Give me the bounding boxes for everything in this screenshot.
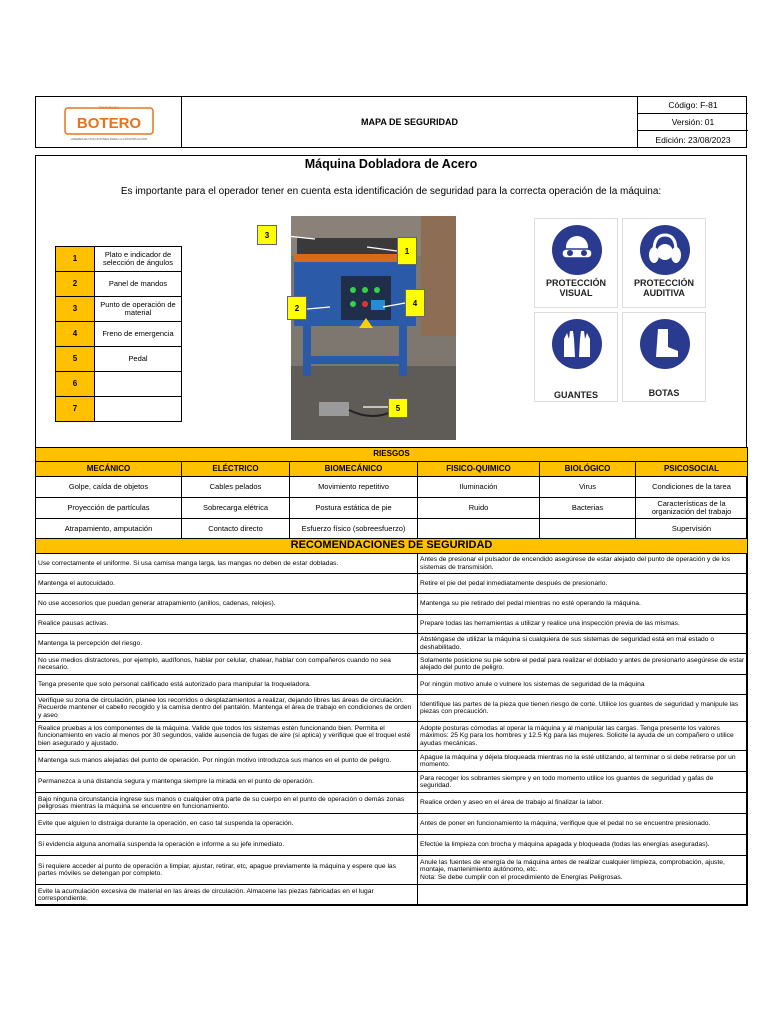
boots-icon <box>640 319 690 369</box>
callout-arrows <box>255 215 425 425</box>
recommendation-cell: Verifique su zona de circulación, planee los recorridos o desplazamientos a realizar, dejando libres las áreas de circulación. Recuerde mantener el cabello recogido y la camisa dentro del pantalón. Mantenga el área de trabajo en condiciones de orden y aseo <box>36 695 418 722</box>
part-row <box>56 247 182 272</box>
part-number: 3 <box>56 297 95 322</box>
gloves-icon <box>552 319 602 369</box>
risk-cell: Atrapamiento, amputación <box>36 519 182 540</box>
recommendation-cell: Mantenga el autocuidado. <box>36 574 418 594</box>
recommendation-cell: Evite que alguien lo distraiga durante la operación, en caso tal suspenda la operación. <box>36 814 418 835</box>
callout-5: 5 <box>388 398 408 418</box>
document-edition: Edición: 23/08/2023 <box>655 134 731 145</box>
recommendation-cell: No use medios distractores, por ejemplo, audífonos, hablar por celular, chatear, hablar con compañeros cuando no sea necesario. <box>36 654 418 675</box>
document-version: Versión: 01 <box>638 114 748 131</box>
risk-category-header: ELÉCTRICO <box>182 462 290 477</box>
document-code: Código: F-81 <box>638 97 748 114</box>
recommendation-row <box>36 695 748 722</box>
recommendation-row <box>36 615 748 634</box>
recommendation-cell: Realice pruebas a los componentes de la máquina. Valide que todos los sistemas estén funcionando bien. Permita el funcionamiento en vacío al menos por 30 segundos, valide ausencia de fugas de aire (si aplica) y verifique que el troquel esté bien asegurado y ajustado. <box>36 722 418 751</box>
svg-text:LIDERES EN SOLUCIONES PARA LA: LIDERES EN SOLUCIONES PARA LA CONSTRUCCION <box>70 137 147 141</box>
recommendation-cell: Realice pausas activas. <box>36 615 418 634</box>
sign-guantes: GUANTES <box>534 312 618 402</box>
risk-row <box>36 519 748 540</box>
recommendation-cell: Efectúe la limpieza con brocha y máquina apagada y bloqueada (todas las energías aseguradas). <box>418 835 748 856</box>
recommendations-title: RECOMENDACIONES DE SEGURIDAD <box>36 539 748 554</box>
recommendation-row <box>36 574 748 594</box>
risk-cell: Ruido <box>418 498 540 519</box>
recommendation-cell: Evite la acumulación excesiva de material en las áreas de circulación. Almacene las piezas fabricadas en el lugar correspondiente. <box>36 885 418 906</box>
risk-cell: Movimiento repetitivo <box>290 477 418 498</box>
risk-category-header: BIOLÓGICO <box>540 462 636 477</box>
recommendation-cell: Mantenga su pie retirado del pedal mientras no esté operando la máquina. <box>418 594 748 615</box>
recommendation-row <box>36 675 748 695</box>
parts-table <box>55 246 182 422</box>
part-label <box>95 397 182 422</box>
recommendation-cell: Apague la máquina y déjela bloqueada mientras no la esté utilizando, al terminar o si debe retirarse por un momento. <box>418 751 748 772</box>
recommendation-cell: Antes de poner en funcionamiento la máquina, verifique que el pedal no se encuentre presionado. <box>418 814 748 835</box>
recommendation-cell: Identifique las partes de la pieza que tienen riesgo de corte. Utilice los guantes de seguridad y manipule las piezas con precaución. <box>418 695 748 722</box>
svg-text:BOTERO: BOTERO <box>76 115 141 132</box>
recommendation-cell: Si requiere acceder al punto de operación a limpiar, ajustar, retirar, etc, apague previamente la máquina y espere que las partes móviles se detengan por completo. <box>36 856 418 885</box>
risk-cell: Supervisión <box>636 519 748 540</box>
recommendation-row <box>36 856 748 885</box>
recommendation-cell: Retire el pie del pedal inmediatamente después de presionarlo. <box>418 574 748 594</box>
risks-table <box>35 447 748 540</box>
risk-cell: Cables pelados <box>182 477 290 498</box>
recommendation-row <box>36 885 748 906</box>
recommendation-row <box>36 554 748 574</box>
part-number: 1 <box>56 247 95 272</box>
part-row <box>56 347 182 372</box>
risks-title: RIESGOS <box>36 448 748 462</box>
part-number: 2 <box>56 272 95 297</box>
risk-cell: Proyección de partículas <box>36 498 182 519</box>
recommendation-cell: Bajo ninguna circunstancia ingrese sus manos o cualquier otra parte de su cuerpo en el punto de operación o demás zonas peligrosas mientras la máquina se encuentre en funcionamiento. <box>36 793 418 814</box>
recommendation-row <box>36 654 748 675</box>
risk-cell: Esfuerzo físico (sobreesfuerzo) <box>290 519 418 540</box>
risk-category-header: FISICO-QUIMICO <box>418 462 540 477</box>
recommendation-cell: Adopte posturas cómodas al operar la máquina y al manipular las cargas. Tenga presente los valores máximos: 25 Kg para los hombres y 12.5 Kg para las mujeres. Solicite la ayuda de un compañero o utilice ayudas mecánicas. <box>418 722 748 751</box>
recommendation-cell: Por ningún motivo anule o vulnere los sistemas de seguridad de la máquina <box>418 675 748 695</box>
risk-cell <box>540 519 636 540</box>
recommendation-cell: Mantenga sus manos alejadas del punto de operación. Por ningún motivo introduzca sus manos en el punto de peligro. <box>36 751 418 772</box>
risk-cell: Virus <box>540 477 636 498</box>
part-label: Freno de emergencia <box>95 322 182 347</box>
risk-cell <box>418 519 540 540</box>
part-number: 5 <box>56 347 95 372</box>
goggles-icon <box>552 225 602 275</box>
recommendation-row <box>36 594 748 615</box>
part-label: Punto de operación de material <box>95 297 182 322</box>
risk-row <box>36 498 748 519</box>
risk-category-header: BIOMECÁNICO <box>290 462 418 477</box>
recommendations-table <box>35 538 748 906</box>
part-row <box>56 397 182 422</box>
callout-2: 2 <box>287 296 307 320</box>
recommendation-cell: Tenga presente que solo personal calificado está autorizado para manipular la troqueladora. <box>36 675 418 695</box>
part-number: 6 <box>56 372 95 397</box>
risk-cell: Sobrecarga elétrica <box>182 498 290 519</box>
recommendation-cell: Antes de presionar el pulsador de encendido asegúrese de estar alejado del punto de operación y de los sistemas de transmisión. <box>418 554 748 574</box>
recommendation-row <box>36 835 748 856</box>
risk-category-header: MECÁNICO <box>36 462 182 477</box>
recommendation-cell: Anule las fuentes de energía de la máquina antes de realizar cualquier limpieza, comprobación, ajuste, montaje, mantenimiento autónomo, etc. Nota: Se debe cumplir con el procedimiento de Energías Peligrosas. <box>418 856 748 885</box>
ear-protection-icon <box>640 225 690 275</box>
part-label: Pedal <box>95 347 182 372</box>
part-row <box>56 297 182 322</box>
sign-proteccion-visual: PROTECCIÓN VISUAL <box>534 218 618 308</box>
risk-cell: Golpe, caída de objetos <box>36 477 182 498</box>
risk-cell: Postura estática de pie <box>290 498 418 519</box>
botero-logo-icon <box>63 102 155 142</box>
risk-cell: Condiciones de la tarea <box>636 477 748 498</box>
document-header <box>35 96 747 148</box>
recommendation-cell: Prepare todas las herramientas a utilizar y realice una inspección previa de las mismas. <box>418 615 748 634</box>
machine-title: Máquina Dobladora de Acero <box>304 157 478 171</box>
part-row <box>56 322 182 347</box>
sign-botas: BOTAS <box>622 312 706 402</box>
part-row <box>56 272 182 297</box>
recommendation-cell: Solamente posicione su pie sobre el pedal para realizar el doblado y antes de presionarlo asegúrese de estar alejado del punto de peligro. <box>418 654 748 675</box>
recommendation-row <box>36 751 748 772</box>
recommendation-row <box>36 634 748 654</box>
recommendation-row <box>36 772 748 793</box>
part-number: 4 <box>56 322 95 347</box>
recommendation-cell: Permanezca a una distancia segura y mantenga siempre la mirada en el punto de operación. <box>36 772 418 793</box>
part-label: Panel de mandos <box>95 272 182 297</box>
recommendation-cell: Si evidencia alguna anomalía suspenda la operación e informe a su jefe inmediato. <box>36 835 418 856</box>
callout-4: 4 <box>405 289 425 317</box>
risk-cell: Contacto directo <box>182 519 290 540</box>
risk-category-header: PSICOSOCIAL <box>636 462 748 477</box>
part-label: Plato e indicador de selección de ángulos <box>95 247 182 272</box>
callout-3: 3 <box>257 225 277 245</box>
recommendation-cell: Absténgase de utilizar la máquina si cualquiera de sus sistemas de seguridad está en mal estado o deshabilitado. <box>418 634 748 654</box>
recommendation-row <box>36 793 748 814</box>
risk-cell: Iluminación <box>418 477 540 498</box>
svg-text:Ferreteria: Ferreteria <box>98 105 119 110</box>
recommendation-cell: No use accesorios que puedan generar atrapamiento (anillos, cadenas, relojes). <box>36 594 418 615</box>
recommendation-row <box>36 722 748 751</box>
ppe-signs <box>534 218 706 402</box>
recommendation-cell: Use correctamente el uniforme. Si usa camisa manga larga, las mangas no deben de estar dobladas. <box>36 554 418 574</box>
risk-cell: Bacterias <box>540 498 636 519</box>
recommendation-cell: Realice orden y aseo en el área de trabajo al finalizar la labor. <box>418 793 748 814</box>
part-label <box>95 372 182 397</box>
document-title: MAPA DE SEGURIDAD <box>182 97 638 147</box>
recommendation-cell <box>418 885 748 906</box>
intro-text: Es importante para el operador tener en cuenta esta identificación de seguridad para la correcta operación de la máquina: <box>120 186 662 197</box>
part-number: 7 <box>56 397 95 422</box>
recommendation-row <box>36 814 748 835</box>
risk-row <box>36 477 748 498</box>
sign-proteccion-auditiva: PROTECCIÓN AUDITIVA <box>622 218 706 308</box>
callout-1: 1 <box>397 237 417 265</box>
company-logo <box>36 97 182 147</box>
part-row <box>56 372 182 397</box>
recommendation-cell: Para recoger los sobrantes siempre y en todo momento utilice los guantes de seguridad y gafas de seguridad. <box>418 772 748 793</box>
recommendation-cell: Mantenga la percepción del riesgo. <box>36 634 418 654</box>
risk-cell: Características de la organización del trabajo <box>636 498 748 519</box>
